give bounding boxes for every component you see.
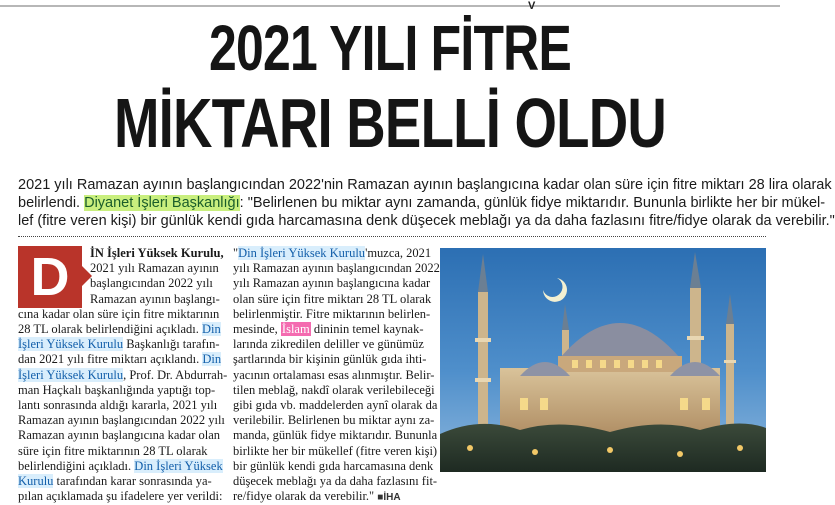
body-text: 28 TL olarak belirlendiğini açıkladı. [18,322,202,337]
highlight-text: Din [201,322,221,337]
body-line: man Haçkalı başkanlığında yaptığı top- [18,382,216,397]
body-line [18,368,230,383]
top-rule [0,5,780,7]
headline-line-1: 2021 YILI FİTRE [209,12,571,84]
body-text: Başkanlığı tarafın- [123,337,220,352]
body-line: larında zikredilen deliller ve günümüz [233,337,424,352]
body-text: 'muzca, 2021 [365,246,432,260]
body-line [18,246,230,261]
article-column-1 [18,246,230,504]
body-line [18,337,230,352]
highlight-text: İşleri Yüksek Kurulu [18,337,124,352]
body-text: re/fidye olarak da verebilir." [233,489,375,504]
drop-cap: D [18,246,82,308]
body-text: , Prof. Dr. Abdurrah- [123,367,228,382]
body-text: tarafından karar sonrasında ya- [53,474,212,489]
deck-text: belirlendi. [18,195,85,211]
body-text: mesinde, [233,322,281,337]
tree-line [440,423,766,472]
body-line: şartlarında bir kişinin günlük gıda ihti- [233,352,427,367]
body-line [18,352,230,367]
byline-text: İHA [383,492,401,504]
highlight-text: Kurulu [18,474,54,489]
body-line: birlikte her bir mükellef (fitre veren kişi) [233,443,438,458]
body-line: lantı sonrasında aldığı kararla, 2021 yılı [18,398,218,413]
body-line [233,246,436,261]
body-text: belirlendiğini açıkladı. [18,458,135,473]
dotted-divider [18,236,766,237]
body-line: yacının ortalaması esas alınmıştır. Belir- [233,367,435,382]
body-text: dininin temel kaynak- [310,322,424,337]
article-column-2 [233,246,440,505]
body-line: Ramazan ayının başlangıcına kadar olan [18,428,221,443]
page-marker: V [528,0,536,12]
body-line: olan süre için fitre miktarı 28 TL olarak [233,291,432,306]
highlight-text: Din İşleri Yüksek [134,458,223,473]
deck-summary [18,176,835,230]
body-text: İN İşleri Yüksek Kurulu, [90,246,224,260]
body-text: dan 2021 yılı fitre miktarı açıklandı. [18,352,203,367]
body-line: tilen meblağ, nakdî olarak verilebileceği [233,382,435,397]
body-line: Ramazan ayının başlangı- [90,291,220,306]
body-line [18,459,230,474]
body-line: bir günlük kendi gıda harcamasına denk [233,458,434,473]
body-line: 2021 yılı Ramazan ayının [90,261,219,276]
highlight-text: Din [202,352,222,367]
highlight-text: İslam [281,322,310,337]
mosque-dusk-photo [440,248,766,472]
body-text: " [233,246,239,260]
body-line: cına kadar olan süre için fitre miktarının [18,306,220,321]
body-line [233,489,436,505]
body-line [18,474,230,489]
body-line: gibi gıda vb. maddelerden aynî olarak da [233,398,438,413]
body-line: yılı Ramazan ayının başlangıcından 2022 [233,261,440,276]
deck-text: : "Belirlenen bu miktar aynı zamanda, günlük fidye miktarıdır. Bununla birlikte her bir mükel- [239,195,826,211]
body-line: pılan açıklamada şu ifadelere yer verildi: [18,489,223,504]
deck-line-1: 2021 yılı Ramazan ayının başlangıcından 2022'nin Ramazan ayının başlangıcına kadar olan süre için fitre miktarı 28 lira olarak [18,177,832,193]
body-line: başlangıcından 2022 yılı [90,276,213,291]
deck-line-3: lef (fitre veren kişi) bir günlük kendi gıda harcamasına denk düşecek meblağı ya da daha fazlasını fitre/fidye olarak da verebilir." [18,213,835,229]
body-line: manda, günlük fidye miktarıdır. Bununla [233,428,438,443]
body-line: süre için fitre miktarının 28 TL olarak [18,443,208,458]
body-line: belirlenmiştir. Fitre miktarının belirlen- [233,306,431,321]
body-line: Ramazan ayının başlangıcından 2022 yılı [18,413,225,428]
body-line [233,322,436,337]
body-line [18,322,230,337]
deck-highlight: Diyanet İşleri Başkanlığı [84,195,240,211]
deck-line-2 [18,194,826,212]
headline-line-2: MİKTARI BELLİ OLDU [113,84,667,162]
photo-illustration [440,248,766,472]
source-byline: ■İHA [377,492,401,504]
highlight-text: Din İşleri Yüksek Kurulu [238,246,366,260]
body-line: yılı Ramazan ayının başlangıcına kadar [233,276,431,291]
highlight-text: İşleri Yüksek Kurulu [18,367,124,382]
body-line: verilebilir. Belirlenen bu miktar aynı za- [233,413,435,428]
body-line: düşecek meblağı ya da daha fazlasını fit- [233,474,438,489]
